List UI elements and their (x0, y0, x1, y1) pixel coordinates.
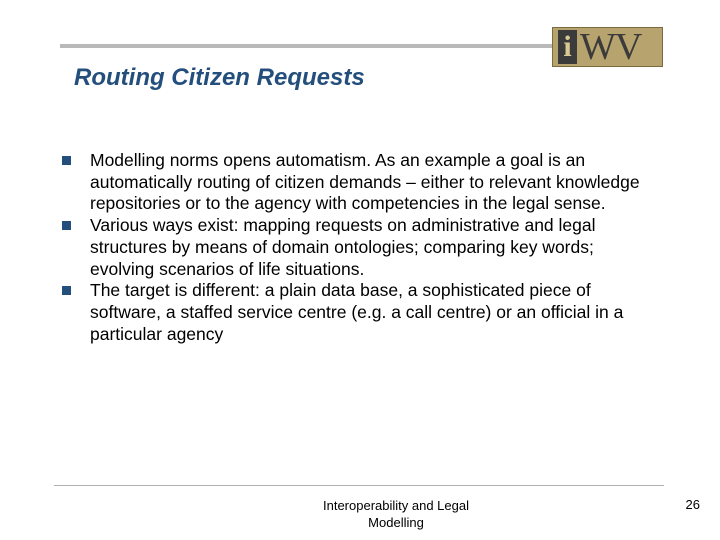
bullet-item (62, 280, 662, 345)
bullet-text: Various ways exist: mapping requests on administrative and legal structures by means of domain ontologies; comparing key words; evolving scenarios of life situations. (90, 215, 596, 279)
footer-title (300, 497, 492, 531)
footer-rule (54, 485, 664, 486)
logo-letters-wv: WV (580, 26, 642, 68)
footer-line-1: Interoperability and Legal (323, 498, 469, 513)
header-rule (60, 44, 556, 48)
bullet-item (62, 215, 662, 280)
square-bullet-icon (62, 156, 71, 165)
page-number: 26 (685, 497, 700, 512)
bullet-text: Modelling norms opens automatism. As an example a goal is an automatically routing of citizen demands – either to relevant knowledge repositories or to the agency with competencies in the legal sense. (90, 150, 640, 214)
bullet-text: The target is different: a plain data base, a sophisticated piece of software, a staffed service centre (e.g. a call centre) or an official in a particular agency (90, 280, 624, 344)
logo-letter-i: i (558, 30, 577, 64)
slide-title: Routing Citizen Requests (74, 64, 365, 91)
bullet-item (62, 150, 662, 215)
iwv-logo (552, 27, 663, 67)
bullet-list (62, 150, 662, 345)
square-bullet-icon (62, 221, 71, 230)
footer-line-2: Modelling (368, 515, 424, 530)
square-bullet-icon (62, 286, 71, 295)
